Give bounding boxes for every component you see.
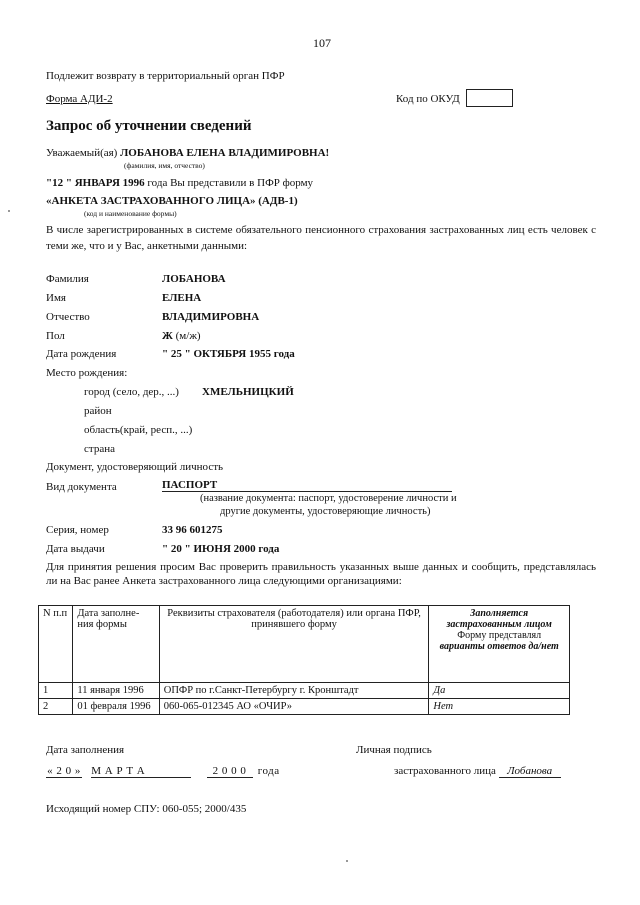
okud-label: Код по ОКУД	[396, 93, 460, 105]
header-answer-top: Заполняется застрахованным лицом	[446, 608, 552, 630]
page-title: Запрос об уточнении сведений	[46, 118, 252, 134]
header-org: Реквизиты страхователя (работодателя) или органа ПФР, принявшего форму	[159, 606, 429, 683]
header-date: Дата заполне-ния формы	[73, 606, 159, 683]
series-value: 33 96 601275	[162, 524, 223, 536]
region-label: область(край, респ., ...)	[84, 424, 193, 436]
signature-value[interactable]: Лобанова	[499, 765, 561, 778]
patronymic-label: Отчество	[46, 311, 90, 323]
fill-year[interactable]: 2 0 0 0	[207, 765, 253, 778]
signature-sub-label: застрахованного лица	[394, 765, 496, 777]
row-org: ОПФР по г.Санкт-Петербургу г. Кронштадт	[159, 683, 429, 699]
birthplace-label: Место рождения:	[46, 367, 128, 379]
fill-date-line	[46, 765, 280, 778]
city-label: город (село, дер., ...)	[84, 386, 179, 398]
table-row	[39, 683, 570, 699]
organizations-table	[38, 605, 570, 715]
sex-hint: (м/ж)	[175, 330, 201, 342]
row-answer[interactable]: Да	[429, 683, 570, 699]
fill-date-label: Дата заполнения	[46, 744, 125, 756]
signature-line	[394, 765, 561, 778]
form-code: Форма АДИ-2	[46, 93, 113, 105]
row-date: 01 февраля 1996	[73, 699, 159, 715]
doc-type-value: ПАСПОРТ	[162, 479, 452, 492]
submission-date: "12 " ЯНВАРЯ 1996	[46, 177, 145, 189]
intro-text: В числе зарегистрированных в системе обязательного пенсионного страхования застрахованных лиц есть человек с теми же, что и у Вас, анкетными данными:	[46, 224, 596, 252]
issue-date-label: Дата выдачи	[46, 543, 105, 555]
row-num: 2	[39, 699, 73, 715]
scan-speck	[8, 210, 10, 212]
sex-value: Ж	[162, 330, 173, 342]
outgoing-number: Исходящий номер СПУ: 060-055; 2000/435	[46, 803, 247, 815]
signature-label: Личная подпись	[356, 744, 432, 756]
greeting-name: ЛОБАНОВА ЕЛЕНА ВЛАДИМИРОВНА!	[120, 147, 330, 159]
year-word: года	[257, 765, 280, 777]
submission-line	[46, 177, 313, 189]
header-answer-mid: Форму представлял	[457, 630, 542, 641]
document-section-label: Документ, удостоверяющий личность	[46, 461, 224, 473]
sex-label: Пол	[46, 330, 65, 342]
country-label: страна	[84, 443, 115, 455]
submission-text: года Вы представили в ПФР форму	[147, 177, 314, 189]
header-answer	[429, 606, 570, 683]
page-number: 107	[313, 36, 331, 50]
greeting-prefix: Уважаемый(ая)	[46, 147, 118, 159]
name-value: ЕЛЕНА	[162, 292, 202, 304]
fill-day[interactable]: « 2 0 »	[47, 765, 81, 777]
table-row	[39, 699, 570, 715]
table-header-row	[39, 606, 570, 683]
series-label: Серия, номер	[46, 524, 109, 536]
request-text: Для принятия решения просим Вас проверить правильность указанных выше данных и сообщить, представлялась ли на Вас ранее Анкета застрахованного лица следующими организациями:	[46, 561, 596, 587]
greeting-caption: (фамилия, имя, отчество)	[124, 161, 205, 170]
sex-line	[162, 330, 201, 342]
okud-field[interactable]	[466, 89, 513, 107]
submission-form-caption: (код и наименование формы)	[84, 209, 177, 218]
name-label: Имя	[46, 292, 66, 304]
district-label: район	[84, 405, 112, 417]
return-note: Подлежит возврату в территориальный орган ПФР	[46, 70, 285, 82]
birthdate-value: " 25 " ОКТЯБРЯ 1955 года	[162, 348, 295, 360]
issue-date-value: " 20 " ИЮНЯ 2000 года	[162, 543, 280, 555]
header-num: N п.п	[39, 606, 73, 683]
city-value: ХМЕЛЬНИЦКИЙ	[202, 386, 294, 398]
birthdate-label: Дата рождения	[46, 348, 117, 360]
doc-type-hint-1: (название документа: паспорт, удостоверение личности и	[200, 493, 457, 504]
fill-month[interactable]: М А Р Т А	[91, 765, 191, 778]
submission-form-name: «АНКЕТА ЗАСТРАХОВАННОГО ЛИЦА» (АДВ-1)	[46, 195, 298, 207]
scan-speck	[346, 860, 348, 862]
greeting	[46, 147, 329, 159]
patronymic-value: ВЛАДИМИРОВНА	[162, 311, 260, 323]
header-answer-bottom: варианты ответов да/нет	[439, 641, 559, 652]
row-org: 060-065-012345 АО «ОЧИР»	[159, 699, 429, 715]
row-answer[interactable]: Нет	[429, 699, 570, 715]
row-num: 1	[39, 683, 73, 699]
row-date: 11 января 1996	[73, 683, 159, 699]
surname-label: Фамилия	[46, 273, 89, 285]
doc-type-hint-2: другие документы, удостоверяющие личность)	[220, 506, 431, 517]
surname-value: ЛОБАНОВА	[162, 273, 226, 285]
doc-type-label: Вид документа	[46, 481, 117, 493]
